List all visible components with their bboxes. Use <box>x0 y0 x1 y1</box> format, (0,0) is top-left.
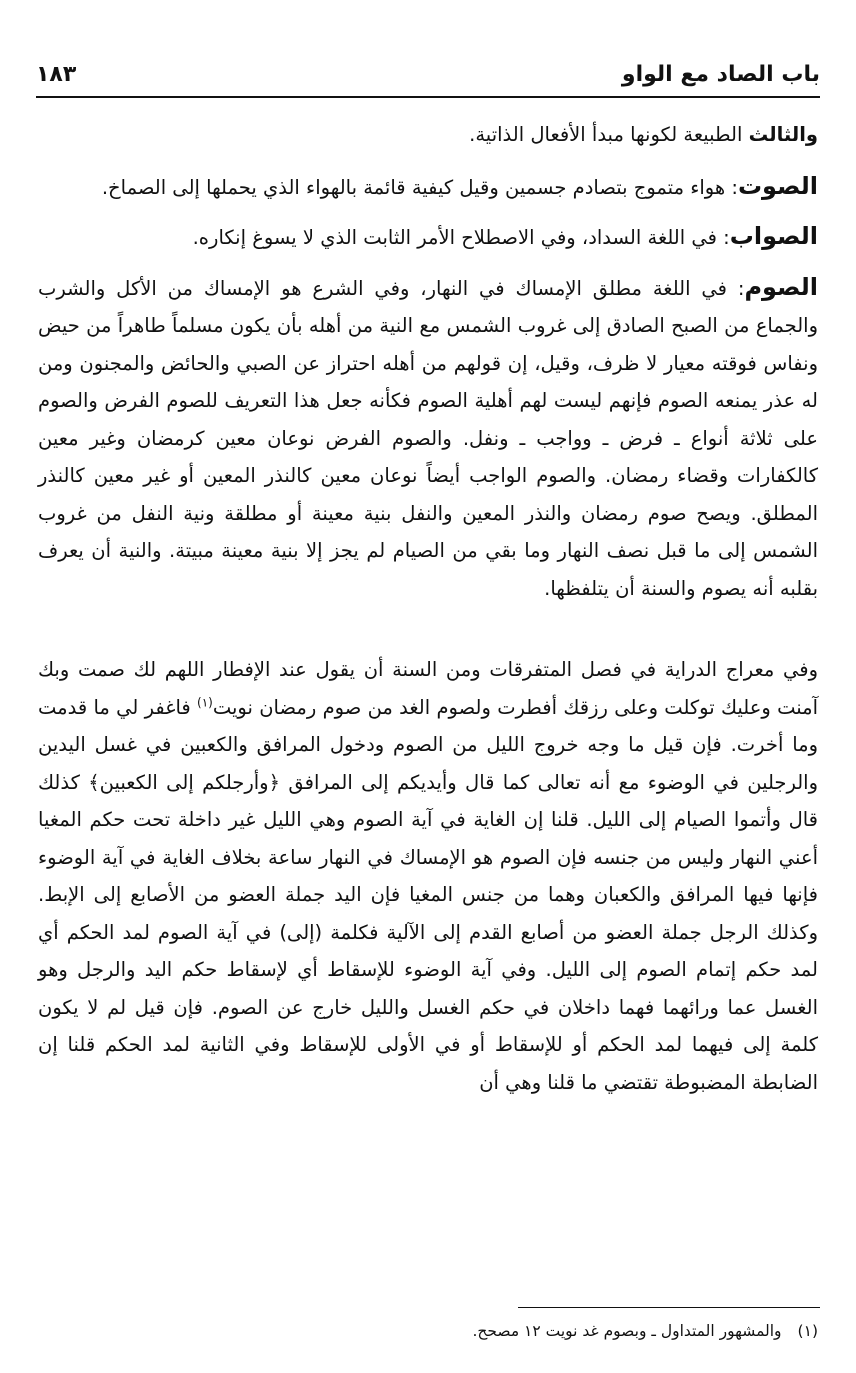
paragraph-text: وفي معراج الدراية في فصل المتفرقات ومن السنة أن يقول عند الإفطار اللهم لك صمت وبك آمنت وعليك توكلت وعلى رزقك أفطرت ولصوم الغد من صوم رمضان نويت <box>38 658 819 719</box>
definition-sawm: : في اللغة مطلق الإمساك في النهار، وفي الشرع هو الإمساك من الأكل والشرب والجماع من الصبح الصادق إلى غروب الشمس مع النية من أهله بأن يكون مسلماً طاهراً من حيض ونفاس فوقته معيار لا ظرف، وقيل، إن قولهم من أهله احتراز عن الصبي والحائض والمجنون ومن له عذر يمنعه الصوم فإنهم ليست لهم أهلية الصوم فكأنه جعل هذا التعريف للصوم الفرض والصوم على ثلاثة أنواع ـ فرض ـ وواجب ـ ونفل. والصوم الفرض نوعان معين كرمضان وغير معين كالكفارات وقضاء رمضان. والصوم الواجب أيضاً نوعان معين كالنذر المعين أو غير معين كالنذر المطلق. ويصح صوم رمضان والنذر المعين والنفل بنية معينة أو مطلقة ونية النفل من غروب الشمس إلى ما قبل نصف النهار وما بقي من الصيام لم يجز إلا بنية معينة مبيتة. والنية أن يعرف بقلبه أنه يصوم والسنة أن يتلفظها. <box>38 276 818 600</box>
entry-text: الطبيعة لكونها مبدأ الأفعال الذاتية. <box>469 123 749 146</box>
chapter-title: باب الصاد مع الواو <box>621 62 820 87</box>
headword-sawm: الصوم <box>744 272 818 301</box>
entry-lead-word: والثالث <box>748 123 818 146</box>
header-rule <box>36 96 820 98</box>
headword-sawt: الصوت <box>737 171 818 200</box>
footnote <box>38 1318 818 1344</box>
paragraph-miraj <box>38 651 818 1101</box>
definition-sawt: : هواء متموج بتصادم جسمين وقيل كيفية قائمة بالهواء الذي يحملها إلى الصماخ. <box>101 175 738 199</box>
paragraph-text-continued: فاغفر لي ما قدمت وما أخرت. فإن قيل ما وجه خروج الليل من الصوم ودخول المرافق والكعبين في غسل اليدين والرجلين في الوضوء مع أنه تعالى كما قال وأيديكم إلى المرافق ﴿وأرجلكم إلى الكعبين﴾ كذلك قال وأتموا الصيام إلى الليل. قلنا إن الغاية في آية الصوم وهي الليل غير داخلة تحت حكم المغيا أعني النهار وليس من جنسه فإن الصوم هو الإمساك في النهار ساعة بخلاف الغاية في آية الوضوء فإنها فيها المرافق والكعبان وهما من جنس المغيا فإن اليد جملة العضو من الأصابع إلى الإبط. وكذلك الرجل جملة العضو من أصابع القدم إلى الآلية فكلمة (إلى) في آية الصوم لمد الحكم أي لمد حكم إتمام الصوم إلى الليل. وفي آية الوضوء للإسقاط أي لإسقاط حكم اليد والرجل وهو الغسل عما ورائهما فهما داخلان في حكم الغسل والليل خارج عن الصوم. فإن قيل لم لا يكون كلمة إلى فيهما لمد الحكم أو للإسقاط أو في الأولى للإسقاط وفي الثانية لمد الحكم قلنا إن الضابطة المضبوطة تقتضي ما قلنا وهي أن <box>38 695 818 1094</box>
entry-sawm <box>38 269 818 608</box>
footnote-text: والمشهور المتداول ـ وبصوم غد نويت ١٢ مصحح. <box>472 1322 782 1340</box>
running-header <box>36 52 820 92</box>
headword-sawab: الصواب <box>729 222 818 250</box>
footnote-rule <box>518 1307 820 1308</box>
main-text <box>38 116 818 1101</box>
footnote-reference[interactable]: (١) <box>197 695 213 709</box>
footnote-number: (١) <box>797 1322 818 1340</box>
entry-sawt <box>38 168 818 207</box>
entry-intro <box>38 116 818 154</box>
definition-sawab: : في اللغة السداد، وفي الاصطلاح الأمر الثابت الذي لا يسوغ إنكاره. <box>192 226 730 249</box>
page-number: ١٨٣ <box>36 62 77 87</box>
entry-sawab <box>38 218 818 257</box>
